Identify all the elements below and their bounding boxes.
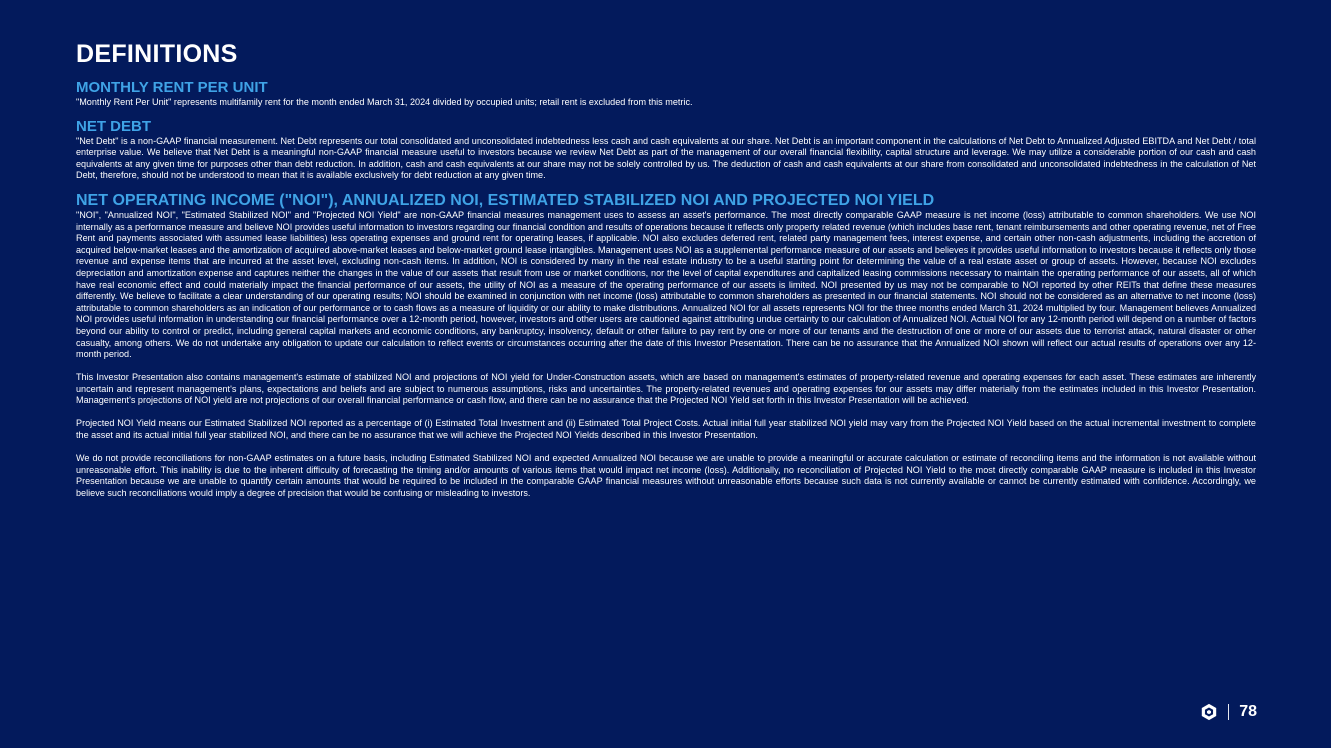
section-paragraph: "NOI", "Annualized NOI", "Estimated Stabilized NOI" and "Projected NOI Yield" are non-GAAP financial measures management uses to assess an asset's performance. The most directly comparable GAAP measure is net income (loss) attributable to common shareholders. We use NOI internally as a performance measure and believe NOI provides useful information to investors regarding our financial condition and results of operations because it reflects only property related revenue (which includes base rent, tenant reimbursements and other operating revenue, net of Free Rent and payments associated with assumed lease liabilities) less operating expenses and ground rent for operating leases, if applicable. NOI also excludes deferred rent, related party management fees, interest expense, and certain other non-cash adjustments, including the accretion of acquired below-market leases and the amortization of acquired above-market leases and below-market ground lease intangibles. Management uses NOI as a supplemental performance measure of our assets and believes it provides useful information to investors because it reflects only those revenue and expense items that are incurred at the asset level, excluding non-cash items. In addition, NOI is considered by many in the real estate industry to be a useful starting point for determining the value of a real estate asset or group of assets. However, because NOI excludes depreciation and amortization expense and captures neither the changes in the value of our assets that result from use or market conditions, nor the level of capital expenditures and capitalized leasing commissions necessary to maintain the operating performance of our assets, all of which have real economic effect and could materially impact the financial performance of our assets, the utility of NOI as a measure of the operating performance of our assets is limited. NOI presented by us may not be comparable to NOI reported by other REITs that define these measures differently. We believe to facilitate a clear understanding of our operating results; NOI should be examined in conjunction with net income (loss) attributable to common shareholders as presented in our financial statements. NOI should not be considered as an alternative to net income (loss) attributable to common shareholders as an indication of our performance or to cash flows as a measure of liquidity or our ability to make distributions. Annualized NOI for all assets represents NOI for the three months ended March 31, 2024 multiplied by four. Management believes Annualized NOI provides useful information in understanding our financial performance over a 12-month period, however, investors and other users are cautioned against attributing undue certainty to our calculation of Annualized NOI. Actual NOI for any 12-month period will depend on a number of factors beyond our ability to control or predict, including general capital markets and economic conditions, any bankruptcy, insolvency, default or other failure to pay rent by one or more of our tenants and the destruction of one or more of our assets due to terrorist attack, natural disaster or other casualty, among others. We do not undertake any obligation to update our calculation to reflect events or circumstances occurring after the date of this Investor Presentation. There can be no assurance that the Annualized NOI shown will reflect our actual results of operations over any 12-month period. [76,209,1256,360]
page-number: 78 [1239,703,1257,720]
section-heading: NET DEBT [76,117,151,135]
section-net-debt [76,119,1256,182]
section-heading: NET OPERATING INCOME ("NOI"), ANNUALIZED NOI, ESTIMATED STABILIZED NOI AND PROJECTED NOI YIELD [76,191,935,209]
section-paragraph: Projected NOI Yield means our Estimated Stabilized NOI reported as a percentage of (i) Estimated Total Investment and (ii) Estimated Total Project Costs. Actual initial full year stabilized NOI yield may vary from the Projected NOI Yield based on the actual incremental investment to complete the asset and its actual initial full year stabilized NOI, and there can be no assurance that we will achieve the Projected NOI Yields described in this Investor Presentation. [76,418,1256,441]
section-noi [76,192,1256,500]
page-footer [1200,703,1257,721]
section-paragraph: "Monthly Rent Per Unit" represents multifamily rent for the month ended March 31, 2024 divided by occupied units; retail rent is excluded from this metric. [76,97,693,107]
footer-divider [1228,704,1229,720]
section-paragraph: This Investor Presentation also contains management's estimate of stabilized NOI and projections of NOI yield for Under-Construction assets, which are based on management's estimates of property-related revenue and operating expenses for each asset. These estimates are inherently uncertain and represent management's plans, expectations and beliefs and are subject to numerous assumptions, risks and uncertainties. The property-related revenues and operating expenses for our assets may differ materially from the estimates included in this Investor Presentation. Management's projections of NOI yield are not projections of our overall financial performance or cash flow, and there can be no assurance that the Projected NOI Yield set forth in this Investor Presentation will be achieved. [76,372,1256,406]
section-paragraph: "Net Debt" is a non-GAAP financial measurement. Net Debt represents our total consolidated and unconsolidated indebtedness less cash and cash equivalents at our share. Net Debt is an important component in the calculations of Net Debt to Annualized Adjusted EBITDA and Net Debt / total enterprise value. We believe that Net Debt is a meaningful non-GAAP financial measure useful to investors because we review Net Debt as part of the management of our overall financial flexibility, capital structure and leverage. We may utilize a considerable portion of our cash and cash equivalents at any given time for purposes other than debt reduction. In addition, cash and cash equivalents at our share may not be solely controlled by us. The deduction of cash and cash equivalents at our share from consolidated and unconsolidated indebtedness in the calculation of Net Debt, therefore, should not be understood to mean that it is available exclusively for debt reduction at any given time. [76,135,1256,181]
section-paragraph: We do not provide reconciliations for non-GAAP estimates on a future basis, including Estimated Stabilized NOI and expected Annualized NOI because we are unable to provide a meaningful or accurate calculation or estimate of reconciling items and the information is not available without unreasonable effort. This inability is due to the inherent difficulty of forecasting the timing and/or amounts of various items that would impact net income (loss). Additionally, no reconciliation of Projected NOI Yield to the most directly comparable GAAP measure is included in this Investor Presentation because we are unable to quantify certain amounts that would be required to be included in the comparable GAAP financial measures without unreasonable efforts because such data is not currently available or cannot be currently estimated with confidence. Accordingly, we believe such reconciliations would imply a degree of precision that would be confusing or misleading to investors. [76,453,1256,498]
section-monthly-rent [76,80,1256,109]
definitions-page [76,40,1256,510]
hexagon-logo-icon [1200,703,1218,721]
section-heading: MONTHLY RENT PER UNIT [76,79,268,96]
page-title: DEFINITIONS [76,40,238,68]
